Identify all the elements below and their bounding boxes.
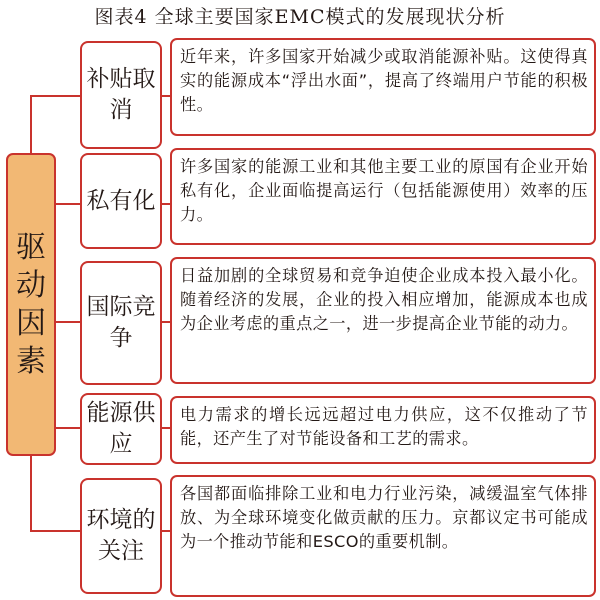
factor-description: 许多国家的能源工业和其他主要工业的原国有企业开始私有化，企业面临提高运行（包括能源使用）效率的压力。 — [170, 148, 596, 245]
root-node-label: 驱动因素 — [16, 229, 46, 379]
factor-node-label: 私有化 — [86, 187, 156, 214]
tree-connector — [56, 321, 80, 323]
node-bridge-line — [162, 321, 170, 323]
factor-node-label: 环境的关注 — [86, 507, 156, 564]
factor-node-label: 国际竞争 — [86, 294, 156, 351]
factor-node-privatization — [80, 153, 162, 249]
factor-node-subsidy-removal — [80, 41, 162, 149]
figure-title: 图表4 全球主要国家EMC模式的发展现状分析 — [94, 6, 506, 28]
node-bridge-line — [162, 203, 170, 205]
factor-node-international-competition — [80, 261, 162, 385]
factor-description: 日益加剧的全球贸易和竞争迫使企业成本投入最小化。随着经济的发展，企业的投入相应增加，能源成本也成为企业考虑的重点之一，进一步提高企业节能的动力。 — [170, 257, 596, 384]
root-node-drivers — [6, 153, 56, 456]
factor-node-label: 补贴取消 — [86, 66, 156, 123]
factor-node-environmental-concern — [80, 478, 162, 594]
node-bridge-line — [162, 95, 170, 97]
tree-spine-line — [30, 456, 32, 531]
factor-node-energy-supply — [80, 393, 162, 465]
tree-spine-line — [30, 96, 32, 153]
node-bridge-line — [162, 530, 170, 532]
node-bridge-line — [162, 427, 170, 429]
factor-description: 近年来，许多国家开始减少或取消能源补贴。这使得真实的能源成本“浮出水面”，提高了终端用户节能的积极性。 — [170, 38, 596, 136]
tree-connector — [30, 95, 80, 97]
tree-connector — [30, 530, 80, 532]
factor-description: 电力需求的增长远远超过电力供应，这不仅推动了节能，还产生了对节能设备和工艺的需求。 — [170, 396, 596, 464]
factor-description: 各国都面临排除工业和电力行业污染，减缓温室气体排放、为全球环境变化做贡献的压力。京都议定书可能成为一个推动节能和ESCO的重要机制。 — [170, 475, 596, 597]
factor-node-label: 能源供应 — [86, 400, 156, 457]
